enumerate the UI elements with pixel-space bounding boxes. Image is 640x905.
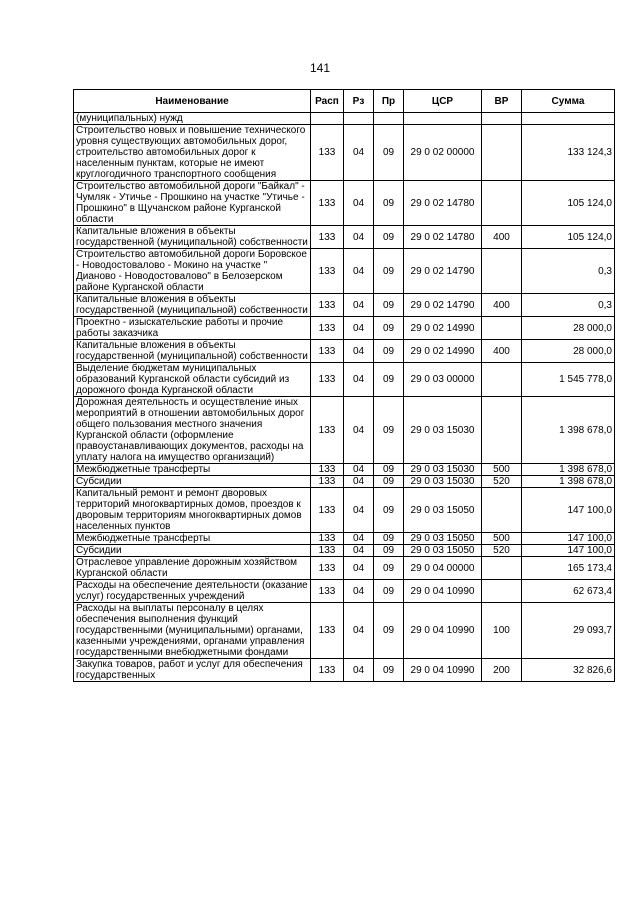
cell-rasp: 133 (311, 603, 344, 659)
cell-pr (374, 113, 404, 125)
cell-vr (482, 363, 522, 397)
cell-rz (344, 113, 374, 125)
cell-pr: 09 (374, 533, 404, 545)
header-rz: Рз (344, 90, 374, 113)
cell-rasp: 133 (311, 340, 344, 363)
cell-pr: 09 (374, 226, 404, 249)
table-row (74, 397, 615, 464)
cell-rz: 04 (344, 294, 374, 317)
cell-csr: 29 0 02 14790 (404, 294, 482, 317)
cell-csr: 29 0 02 14990 (404, 340, 482, 363)
cell-name: Субсидии (74, 476, 311, 488)
cell-rasp (311, 113, 344, 125)
cell-vr: 500 (482, 464, 522, 476)
cell-rasp: 133 (311, 363, 344, 397)
cell-vr: 400 (482, 340, 522, 363)
cell-rz: 04 (344, 603, 374, 659)
cell-csr: 29 0 03 15030 (404, 397, 482, 464)
cell-name: Строительство новых и повышение технического уровня существующих автомобильных дорог, строительство автомобильных дорог к населенным пунктам, которые не имеют круглогодичного транспортного сообщения (74, 125, 311, 181)
cell-name: Капитальные вложения в объекты государственной (муниципальной) собственности (74, 340, 311, 363)
cell-rz: 04 (344, 181, 374, 226)
cell-vr (482, 113, 522, 125)
cell-pr: 09 (374, 603, 404, 659)
cell-pr: 09 (374, 181, 404, 226)
cell-rasp: 133 (311, 476, 344, 488)
cell-name: Расходы на обеспечение деятельности (оказание услуг) государственных учреждений (74, 580, 311, 603)
cell-rz: 04 (344, 557, 374, 580)
table-row (74, 317, 615, 340)
cell-name: Субсидии (74, 545, 311, 557)
cell-csr: 29 0 04 10990 (404, 603, 482, 659)
cell-csr (404, 113, 482, 125)
cell-name: Строительство автомобильной дороги Боровское - Новодостовалово - Мокино на участке " Дианово - Новодостовалово" в Белозерском районе Курганской области (74, 249, 311, 294)
table-row (74, 533, 615, 545)
cell-vr (482, 181, 522, 226)
table-row (74, 340, 615, 363)
cell-csr: 29 0 02 00000 (404, 125, 482, 181)
cell-sum: 105 124,0 (522, 181, 615, 226)
cell-name: Строительство автомобильной дороги "Байкал" - Чумляк - Утичье - Прошкино на участке "Утичье - Прошкино" в Щучанском районе Курганской области (74, 181, 311, 226)
cell-sum: 133 124,3 (522, 125, 615, 181)
cell-pr: 09 (374, 659, 404, 682)
cell-name: Капитальные вложения в объекты государственной (муниципальной) собственности (74, 294, 311, 317)
cell-rasp: 133 (311, 464, 344, 476)
cell-name: Выделение бюджетам муниципальных образований Курганской области субсидий из дорожного фонда Курганской области (74, 363, 311, 397)
cell-name: Расходы на выплаты персоналу в целях обеспечения выполнения функций государственными (муниципальными) органами, казенными учреждениями, органами управления государственными внебюджетными фондами (74, 603, 311, 659)
cell-rz: 04 (344, 397, 374, 464)
header-sum: Сумма (522, 90, 615, 113)
header-name: Наименование (74, 90, 311, 113)
cell-rasp: 133 (311, 545, 344, 557)
cell-sum: 29 093,7 (522, 603, 615, 659)
cell-pr: 09 (374, 476, 404, 488)
cell-rasp: 133 (311, 294, 344, 317)
cell-vr (482, 557, 522, 580)
cell-csr: 29 0 02 14990 (404, 317, 482, 340)
cell-sum: 1 398 678,0 (522, 464, 615, 476)
cell-rz: 04 (344, 249, 374, 294)
table-row (74, 659, 615, 682)
header-rasp: Расп (311, 90, 344, 113)
cell-csr: 29 0 03 15050 (404, 488, 482, 533)
cell-pr: 09 (374, 317, 404, 340)
table-row (74, 580, 615, 603)
cell-pr: 09 (374, 125, 404, 181)
cell-rasp: 133 (311, 397, 344, 464)
cell-vr (482, 125, 522, 181)
cell-vr: 500 (482, 533, 522, 545)
cell-rz: 04 (344, 580, 374, 603)
table-row (74, 249, 615, 294)
cell-sum: 28 000,0 (522, 340, 615, 363)
cell-rz: 04 (344, 533, 374, 545)
cell-sum: 1 545 778,0 (522, 363, 615, 397)
cell-rz: 04 (344, 125, 374, 181)
table-row (74, 181, 615, 226)
cell-name: Отраслевое управление дорожным хозяйством Курганской области (74, 557, 311, 580)
cell-sum: 147 100,0 (522, 488, 615, 533)
cell-vr (482, 488, 522, 533)
cell-csr: 29 0 03 00000 (404, 363, 482, 397)
cell-csr: 29 0 02 14780 (404, 226, 482, 249)
cell-sum: 62 673,4 (522, 580, 615, 603)
cell-rasp: 133 (311, 580, 344, 603)
cell-rasp: 133 (311, 557, 344, 580)
cell-name: Капитальные вложения в объекты государственной (муниципальной) собственности (74, 226, 311, 249)
cell-vr (482, 317, 522, 340)
cell-pr: 09 (374, 464, 404, 476)
cell-csr: 29 0 03 15050 (404, 545, 482, 557)
cell-vr (482, 397, 522, 464)
cell-csr: 29 0 03 15050 (404, 533, 482, 545)
cell-name: Дорожная деятельность и осуществление иных мероприятий в отношении автомобильных дорог общего пользования местного значения Курганской области (оформление правоустанавливающих документов, расходы на уплату налога на имущество организаций) (74, 397, 311, 464)
cell-pr: 09 (374, 488, 404, 533)
cell-name: Межбюджетные трансферты (74, 533, 311, 545)
cell-name: Межбюджетные трансферты (74, 464, 311, 476)
cell-csr: 29 0 04 10990 (404, 659, 482, 682)
cell-pr: 09 (374, 580, 404, 603)
header-vr: ВР (482, 90, 522, 113)
cell-sum (522, 113, 615, 125)
cell-rasp: 133 (311, 659, 344, 682)
cell-csr: 29 0 02 14780 (404, 181, 482, 226)
cell-name: Капитальный ремонт и ремонт дворовых территорий многоквартирных домов, проездов к дворовым территориям многоквартирных домов населенных пунктов (74, 488, 311, 533)
page-number: 141 (309, 61, 331, 75)
cell-pr: 09 (374, 294, 404, 317)
cell-vr: 400 (482, 226, 522, 249)
cell-sum: 0,3 (522, 294, 615, 317)
budget-table (73, 89, 615, 682)
cell-sum: 147 100,0 (522, 533, 615, 545)
cell-pr: 09 (374, 249, 404, 294)
cell-csr: 29 0 03 15030 (404, 476, 482, 488)
table-row (74, 545, 615, 557)
cell-rasp: 133 (311, 226, 344, 249)
cell-name: Проектно - изыскательские работы и прочие работы заказчика (74, 317, 311, 340)
cell-csr: 29 0 04 10990 (404, 580, 482, 603)
cell-sum: 28 000,0 (522, 317, 615, 340)
header-pr: Пр (374, 90, 404, 113)
cell-sum: 147 100,0 (522, 545, 615, 557)
header-csr: ЦСР (404, 90, 482, 113)
cell-name: (муниципальных) нужд (74, 113, 311, 125)
cell-sum: 165 173,4 (522, 557, 615, 580)
cell-rz: 04 (344, 340, 374, 363)
table-row (74, 294, 615, 317)
cell-rz: 04 (344, 476, 374, 488)
cell-pr: 09 (374, 363, 404, 397)
cell-rasp: 133 (311, 317, 344, 340)
cell-rz: 04 (344, 317, 374, 340)
cell-rz: 04 (344, 659, 374, 682)
cell-vr: 100 (482, 603, 522, 659)
cell-rasp: 133 (311, 125, 344, 181)
cell-rasp: 133 (311, 181, 344, 226)
cell-rasp: 133 (311, 533, 344, 545)
table-header (74, 90, 615, 113)
cell-pr: 09 (374, 397, 404, 464)
header-row (74, 90, 615, 113)
cell-rz: 04 (344, 464, 374, 476)
cell-vr (482, 580, 522, 603)
cell-pr: 09 (374, 340, 404, 363)
cell-rz: 04 (344, 488, 374, 533)
cell-vr: 400 (482, 294, 522, 317)
table-row (74, 363, 615, 397)
cell-rz: 04 (344, 363, 374, 397)
cell-vr (482, 249, 522, 294)
cell-pr: 09 (374, 545, 404, 557)
table-row (74, 603, 615, 659)
table-row (74, 464, 615, 476)
cell-vr: 200 (482, 659, 522, 682)
table-row (74, 226, 615, 249)
table-row (74, 557, 615, 580)
table-row (74, 125, 615, 181)
cell-pr: 09 (374, 557, 404, 580)
cell-sum: 32 826,6 (522, 659, 615, 682)
cell-sum: 1 398 678,0 (522, 397, 615, 464)
cell-rasp: 133 (311, 488, 344, 533)
cell-sum: 1 398 678,0 (522, 476, 615, 488)
table-body (74, 113, 615, 682)
table-row (74, 113, 615, 125)
cell-sum: 0,3 (522, 249, 615, 294)
table-row (74, 476, 615, 488)
cell-vr: 520 (482, 545, 522, 557)
cell-csr: 29 0 02 14790 (404, 249, 482, 294)
cell-rz: 04 (344, 226, 374, 249)
table-row (74, 488, 615, 533)
cell-name: Закупка товаров, работ и услуг для обеспечения государственных (74, 659, 311, 682)
cell-vr: 520 (482, 476, 522, 488)
cell-sum: 105 124,0 (522, 226, 615, 249)
cell-rasp: 133 (311, 249, 344, 294)
cell-csr: 29 0 04 00000 (404, 557, 482, 580)
cell-rz: 04 (344, 545, 374, 557)
cell-csr: 29 0 03 15030 (404, 464, 482, 476)
